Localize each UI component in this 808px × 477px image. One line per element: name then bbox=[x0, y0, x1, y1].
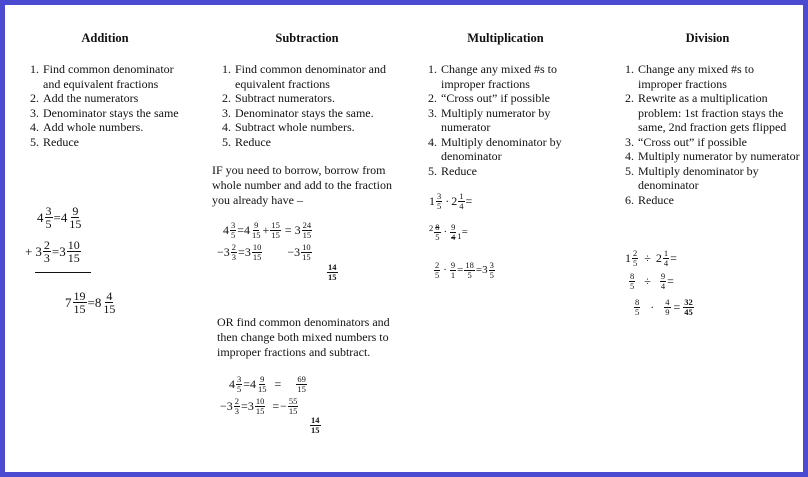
fraction bbox=[327, 263, 338, 281]
math-term: = bbox=[457, 264, 464, 276]
math-term: 3 bbox=[237, 374, 242, 384]
math-term: 2 bbox=[234, 396, 240, 406]
math-term: + bbox=[262, 222, 270, 237]
math-term: 15 bbox=[69, 217, 82, 231]
fraction bbox=[67, 239, 81, 264]
list-item: 3. Multiply numerator by numerator bbox=[440, 106, 593, 135]
fraction bbox=[450, 223, 456, 241]
math-term: 5 bbox=[635, 306, 640, 317]
math-term: 10 bbox=[302, 242, 311, 252]
math-term: 5 bbox=[237, 383, 242, 394]
fraction bbox=[629, 272, 635, 290]
fraction bbox=[270, 221, 281, 239]
addition-example-sum bbox=[65, 290, 117, 315]
fraction bbox=[45, 205, 53, 230]
math-term: 4 bbox=[244, 222, 251, 237]
fraction bbox=[301, 243, 312, 261]
borrow-instructions: IF you need to borrow, borrow from whole number and add to the fraction you already have – bbox=[212, 163, 392, 207]
subtraction-steps bbox=[212, 62, 402, 149]
list-item: 4. Subtract whole numbers. bbox=[234, 120, 402, 135]
fraction bbox=[664, 298, 670, 316]
math-term: 9 bbox=[450, 260, 456, 270]
fraction bbox=[251, 221, 262, 239]
math-term: 4 bbox=[250, 376, 257, 391]
math-term: 5 bbox=[489, 269, 494, 280]
math-term: 4 bbox=[451, 231, 456, 242]
list-item: 2. Rewrite as a multiplication problem: 1st fraction stays the same, 2nd fraction gets flipped bbox=[637, 91, 800, 135]
fraction bbox=[230, 221, 236, 239]
mult-row3 bbox=[433, 261, 496, 279]
math-term: 32 bbox=[684, 297, 693, 307]
sum-rule bbox=[35, 272, 91, 273]
math-term: 3 bbox=[247, 398, 254, 413]
math-term: 15 bbox=[67, 251, 80, 265]
math-term: 45 bbox=[684, 306, 693, 317]
math-term: = bbox=[243, 376, 251, 391]
math-term: 18 bbox=[465, 260, 474, 270]
math-term: 4 bbox=[106, 289, 113, 303]
addition-column bbox=[20, 31, 190, 149]
math-term: 1 bbox=[663, 248, 669, 258]
plus-sign: + bbox=[25, 243, 33, 259]
math-term: 8 bbox=[635, 297, 640, 307]
list-item: 2. Subtract numerators. bbox=[234, 91, 402, 106]
math-term: = bbox=[274, 376, 282, 391]
math-term: 2 bbox=[43, 238, 50, 252]
fraction bbox=[296, 375, 307, 393]
math-term: 3 bbox=[244, 244, 251, 259]
list-item: 5. Multiply denominator by denominator bbox=[637, 164, 800, 193]
math-term: = bbox=[272, 398, 280, 413]
list-item: 6. Reduce bbox=[637, 193, 800, 208]
improper-row1 bbox=[229, 375, 308, 393]
whole-number: 3 bbox=[35, 243, 42, 259]
math-term: 2 bbox=[655, 250, 662, 265]
equals-sign: = bbox=[53, 209, 61, 225]
math-term: 4 bbox=[459, 200, 464, 211]
math-term: 3 bbox=[482, 264, 488, 276]
whole-number: 8 bbox=[94, 294, 102, 310]
fraction bbox=[310, 416, 321, 434]
math-term: ÷ bbox=[644, 250, 651, 265]
math-term: 15 bbox=[302, 251, 311, 262]
division-steps bbox=[615, 62, 800, 207]
math-term: 15 bbox=[271, 229, 280, 240]
math-term: 9 bbox=[451, 222, 456, 232]
math-term: 24 bbox=[302, 220, 312, 230]
math-term: 15 bbox=[311, 424, 320, 435]
fraction bbox=[288, 397, 299, 415]
mult-row1 bbox=[429, 192, 472, 210]
math-term: 8 bbox=[630, 271, 635, 281]
math-term: 3 bbox=[45, 204, 52, 218]
whole-number: 7 bbox=[65, 294, 72, 310]
improper-row2 bbox=[220, 397, 299, 415]
addition-example-row1 bbox=[37, 205, 83, 230]
division-title: Division bbox=[685, 31, 730, 45]
math-term: · bbox=[443, 264, 447, 276]
math-term: 5 bbox=[435, 269, 440, 280]
math-term: 1 bbox=[625, 250, 631, 265]
math-term: 5 bbox=[437, 200, 442, 211]
fraction bbox=[234, 397, 240, 415]
math-term: 15 bbox=[297, 383, 306, 394]
fraction bbox=[683, 298, 694, 316]
math-term: 4 bbox=[663, 257, 669, 268]
fraction bbox=[73, 290, 87, 315]
div-row2 bbox=[628, 272, 674, 290]
fraction bbox=[68, 205, 82, 230]
math-term: 15 bbox=[302, 229, 312, 240]
math-term: = bbox=[667, 273, 674, 288]
math-term: ÷ bbox=[644, 273, 651, 288]
math-term: 2 bbox=[451, 193, 458, 208]
math-term: 69 bbox=[297, 374, 306, 384]
math-term: 8 bbox=[435, 222, 440, 232]
math-term: 4 bbox=[665, 297, 670, 307]
math-term: 3 bbox=[489, 260, 494, 270]
fraction bbox=[632, 249, 638, 267]
math-term: 9 bbox=[665, 306, 670, 317]
list-item: 2. “Cross out” if possible bbox=[440, 91, 593, 106]
improper-instructions: OR find common denominators and then change both mixed numbers to improper fractions and subtract. bbox=[217, 315, 390, 359]
math-term: 9 bbox=[254, 220, 259, 230]
math-term: 15 bbox=[73, 302, 86, 316]
fraction bbox=[255, 397, 266, 415]
math-term: 2 bbox=[231, 242, 237, 252]
list-item: 4. Multiply numerator by numerator bbox=[637, 149, 800, 164]
math-term: 5 bbox=[633, 257, 638, 268]
borrow-row2 bbox=[217, 243, 313, 261]
fraction bbox=[252, 243, 263, 261]
math-term: 15 bbox=[252, 229, 261, 240]
math-term: 2 bbox=[429, 223, 434, 233]
borrow-result bbox=[326, 263, 339, 281]
math-term: 1 bbox=[459, 191, 464, 201]
list-item: 1. Change any mixed #s to improper fractions bbox=[637, 62, 800, 91]
math-term: 15 bbox=[252, 251, 262, 262]
fraction bbox=[43, 239, 51, 264]
math-term: 2 bbox=[435, 260, 440, 270]
math-term: 3 bbox=[231, 220, 236, 230]
list-item: 5. Reduce bbox=[234, 135, 402, 150]
math-term: 3 bbox=[294, 222, 301, 237]
math-term: 9 bbox=[660, 271, 666, 281]
math-term: 15 bbox=[328, 271, 337, 282]
list-item: 3. Denominator stays the same. bbox=[234, 106, 402, 121]
math-term: − bbox=[220, 398, 227, 413]
math-term: 15 bbox=[271, 220, 280, 230]
math-term: = bbox=[673, 299, 681, 314]
equals-sign: = bbox=[51, 243, 60, 259]
list-item: 4. Add whole numbers. bbox=[42, 120, 190, 135]
fraction bbox=[489, 261, 495, 279]
fraction bbox=[102, 290, 116, 315]
math-term: = bbox=[475, 264, 483, 276]
div-row1 bbox=[625, 249, 677, 267]
fraction bbox=[236, 375, 242, 393]
addition-title: Addition bbox=[81, 31, 129, 45]
math-term: 3 bbox=[43, 251, 50, 265]
subtraction-column bbox=[212, 31, 402, 208]
list-item: 5. Reduce bbox=[440, 164, 593, 179]
whole-number: 4 bbox=[37, 209, 44, 225]
fraction bbox=[458, 192, 464, 210]
math-term: 3 bbox=[437, 191, 442, 201]
math-term: 1 bbox=[450, 269, 456, 280]
multiplication-column bbox=[418, 31, 593, 178]
math-term: 55 bbox=[288, 396, 298, 406]
improper-result bbox=[309, 416, 322, 434]
math-term: 5 bbox=[630, 280, 635, 291]
math-term: 14 bbox=[311, 415, 320, 425]
math-term: 3 bbox=[226, 398, 233, 413]
subtraction-title: Subtraction bbox=[275, 31, 339, 45]
math-term: = bbox=[461, 226, 468, 238]
multiplication-title: Multiplication bbox=[467, 31, 544, 45]
multiplication-steps bbox=[418, 62, 593, 178]
list-item: 1. Find common denominator and equivalent fractions bbox=[234, 62, 402, 91]
list-item: 3. Denominator stays the same bbox=[42, 106, 190, 121]
division-column bbox=[615, 31, 800, 207]
math-term: · bbox=[445, 193, 450, 208]
list-item: 5. Reduce bbox=[42, 135, 190, 150]
math-term: 9 bbox=[260, 374, 265, 384]
math-term: 3 bbox=[231, 251, 237, 262]
list-item: 1. Find common denominator and equivalent fractions bbox=[42, 62, 190, 91]
fraction bbox=[257, 375, 268, 393]
fraction bbox=[434, 261, 440, 279]
math-term: 14 bbox=[328, 262, 337, 272]
math-term: 5 bbox=[231, 229, 236, 240]
math-term: 1 bbox=[429, 193, 435, 208]
list-item: 4. Multiply denominator by denominator bbox=[440, 135, 593, 164]
math-term: · bbox=[650, 299, 655, 314]
math-term: − bbox=[280, 398, 287, 413]
fraction bbox=[436, 192, 442, 210]
math-term: 15 bbox=[255, 405, 265, 416]
math-term: = bbox=[465, 193, 473, 208]
math-term: − bbox=[217, 244, 224, 259]
math-term: = bbox=[241, 398, 248, 413]
math-term: 3 bbox=[223, 244, 230, 259]
math-term: 4 bbox=[660, 280, 666, 291]
math-term: = bbox=[237, 222, 245, 237]
math-term: 9 bbox=[72, 204, 79, 218]
fraction bbox=[434, 223, 440, 241]
fraction bbox=[634, 298, 640, 316]
math-term: 5 bbox=[435, 231, 440, 242]
math-term: · bbox=[443, 226, 448, 238]
math-term: 2 bbox=[633, 248, 638, 258]
whole-number: 3 bbox=[59, 243, 66, 259]
math-term: = bbox=[670, 250, 677, 265]
math-term: 15 bbox=[103, 302, 116, 316]
math-term: 4 bbox=[229, 376, 235, 391]
div-row3 bbox=[633, 298, 695, 316]
math-term: 3 bbox=[294, 244, 301, 259]
list-item: 1. Change any mixed #s to improper fractions bbox=[440, 62, 593, 91]
math-term: 1 bbox=[457, 231, 462, 241]
math-term: = bbox=[284, 222, 292, 237]
math-term: 10 bbox=[252, 242, 262, 252]
math-term: 15 bbox=[258, 383, 267, 394]
whole-number: 4 bbox=[60, 209, 68, 225]
math-term: 5 bbox=[45, 217, 52, 231]
math-term: 19 bbox=[73, 289, 86, 303]
fraction bbox=[663, 249, 669, 267]
fraction bbox=[231, 243, 237, 261]
addition-example-row2 bbox=[25, 239, 82, 264]
math-term: 10 bbox=[67, 238, 80, 252]
math-term: 3 bbox=[234, 405, 240, 416]
fraction bbox=[464, 261, 475, 279]
list-item: 3. “Cross out” if possible bbox=[637, 135, 800, 150]
list-item: 2. Add the numerators bbox=[42, 91, 190, 106]
addition-steps bbox=[20, 62, 190, 149]
equals-sign: = bbox=[87, 294, 95, 310]
math-term: = bbox=[238, 244, 245, 259]
mult-row2 bbox=[429, 223, 468, 241]
math-term: 5 bbox=[467, 269, 472, 280]
borrow-row1 bbox=[223, 221, 313, 239]
fraction bbox=[302, 221, 313, 239]
math-term: − bbox=[287, 244, 295, 259]
fraction bbox=[450, 261, 456, 279]
math-term: 15 bbox=[288, 405, 298, 416]
math-term: 4 bbox=[223, 222, 229, 237]
math-term: 10 bbox=[255, 396, 265, 406]
fraction bbox=[660, 272, 666, 290]
